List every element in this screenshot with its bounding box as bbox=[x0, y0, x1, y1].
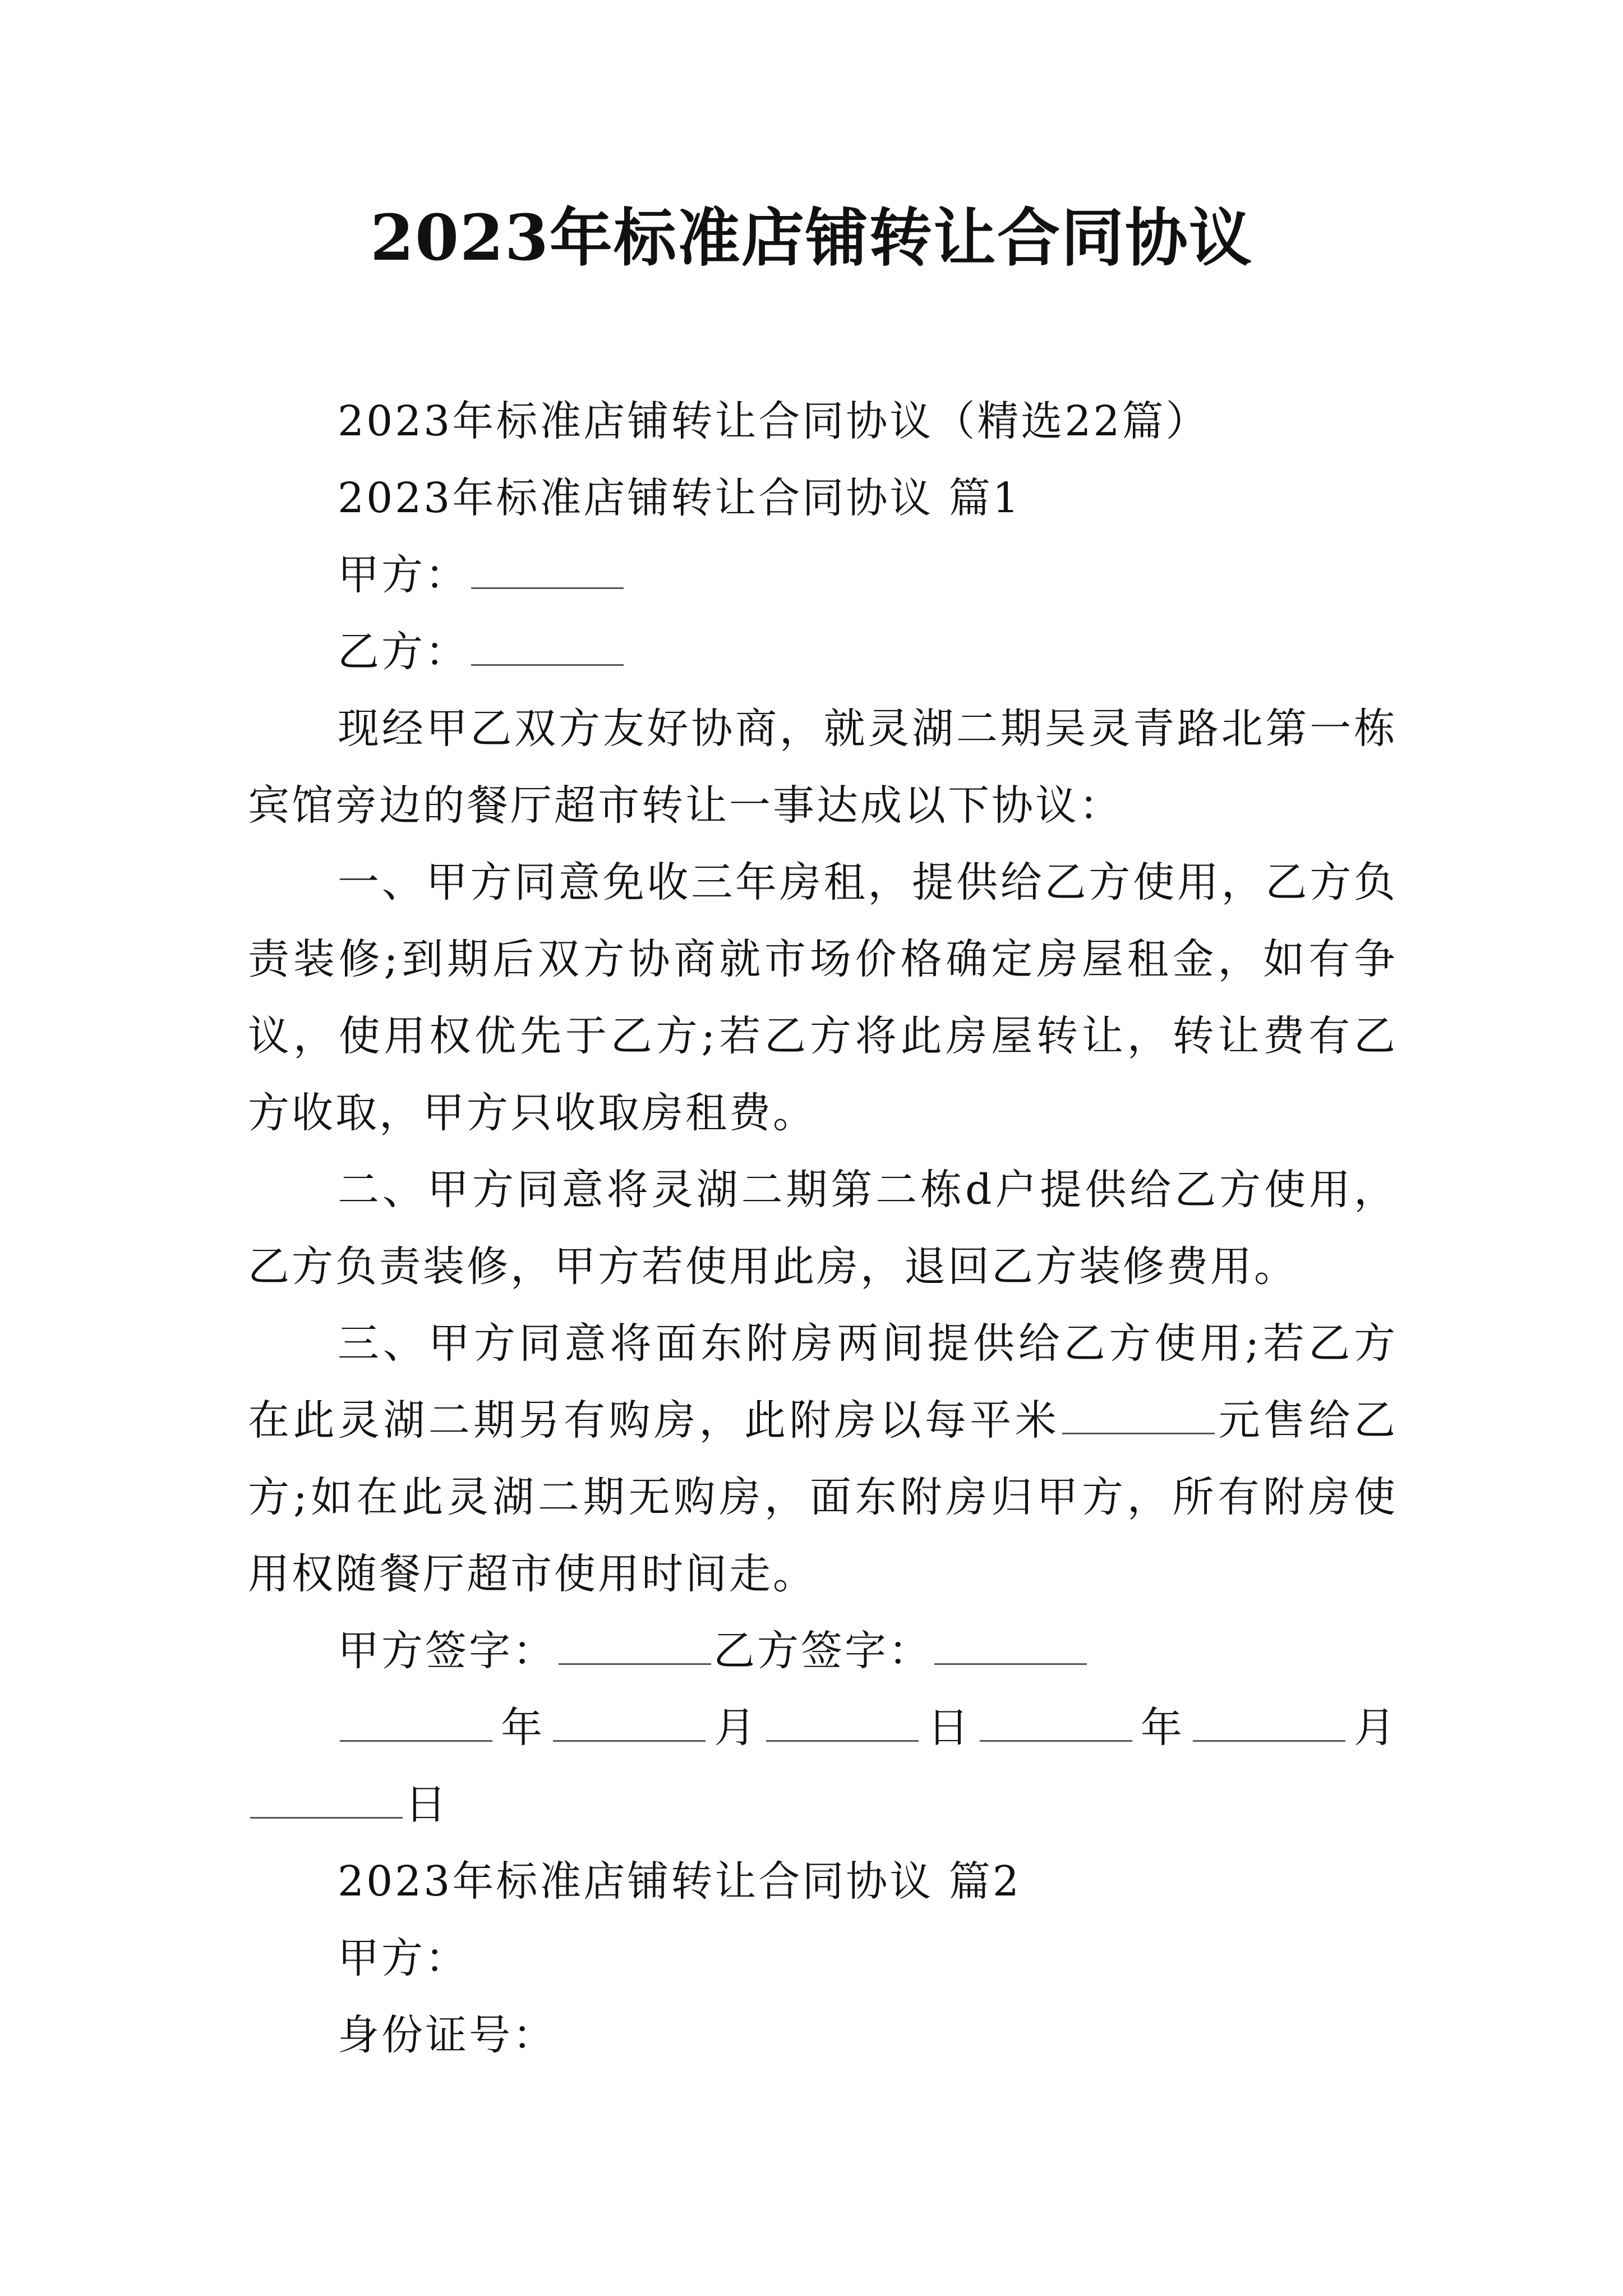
year-a-blank bbox=[340, 1740, 492, 1742]
price-blank bbox=[1062, 1432, 1215, 1434]
day-b-blank bbox=[250, 1816, 403, 1819]
day-a-label: 日 bbox=[921, 1704, 978, 1752]
party-b-blank bbox=[471, 664, 624, 666]
party-a-label: 甲方： bbox=[338, 551, 469, 599]
sign-b-blank bbox=[934, 1663, 1087, 1665]
party-b-label: 乙方： bbox=[338, 628, 469, 676]
clause-3-part2: 元售给乙方;如在此灵湖二期无购房，面东附房归甲方，所有附房使用权随餐厅超市使用时间走。 bbox=[248, 1396, 1398, 1598]
section2-id-number: 身份证号： bbox=[338, 2011, 556, 2059]
clause-3 bbox=[248, 1305, 1398, 1613]
clause-3-part1: 三、甲方同意将面东附房两间提供给乙方使用;若乙方在此灵湖二期另有购房，此附房以每平米 bbox=[248, 1319, 1398, 1444]
year-a-label: 年 bbox=[495, 1704, 551, 1752]
month-b-blank bbox=[1193, 1740, 1345, 1742]
party-b-line bbox=[248, 614, 1398, 691]
document-title: 2023年标准店铺转让合同协议 bbox=[370, 201, 1253, 275]
sign-a-label: 甲方签字： bbox=[338, 1627, 556, 1675]
section1-heading: 2023年标准店铺转让合同协议 篇1 bbox=[338, 474, 1021, 522]
party-a-blank bbox=[471, 587, 624, 589]
clause-1: 一、甲方同意免收三年房租，提供给乙方使用，乙方负责装修;到期后双方协商就市场价格确定房屋租金，如有争议，使用权优先于乙方;若乙方将此房屋转让，转让费有乙方收取，甲方只收取房租费。 bbox=[248, 858, 1398, 1137]
sign-a-blank bbox=[559, 1663, 711, 1665]
month-a-label: 月 bbox=[708, 1704, 764, 1752]
month-a-blank bbox=[553, 1740, 706, 1742]
year-b-blank bbox=[980, 1740, 1132, 1742]
section2-party-a: 甲方： bbox=[338, 1934, 469, 1982]
section2-heading: 2023年标准店铺转让合同协议 篇2 bbox=[338, 1857, 1021, 1906]
sign-b-label: 乙方签字： bbox=[713, 1627, 932, 1675]
party-a-line bbox=[248, 537, 1398, 614]
document-body bbox=[248, 383, 1398, 2074]
clause-2: 二、甲方同意将灵湖二期第二栋d户提供给乙方使用，乙方负责装修，甲方若使用此房，退回乙方装修费用。 bbox=[248, 1166, 1398, 1291]
day-b-label: 日 bbox=[405, 1780, 449, 1829]
document-subtitle: 2023年标准店铺转让合同协议（精选22篇） bbox=[338, 397, 1210, 445]
year-b-label: 年 bbox=[1134, 1704, 1191, 1752]
month-b-label: 月 bbox=[1347, 1704, 1398, 1752]
date-line bbox=[248, 1690, 1398, 1843]
day-a-blank bbox=[766, 1740, 919, 1742]
signature-line bbox=[248, 1613, 1398, 1690]
intro-paragraph: 现经甲乙双方友好协商，就灵湖二期吴灵青路北第一栋宾馆旁边的餐厅超市转让一事达成以下协议： bbox=[248, 705, 1398, 830]
